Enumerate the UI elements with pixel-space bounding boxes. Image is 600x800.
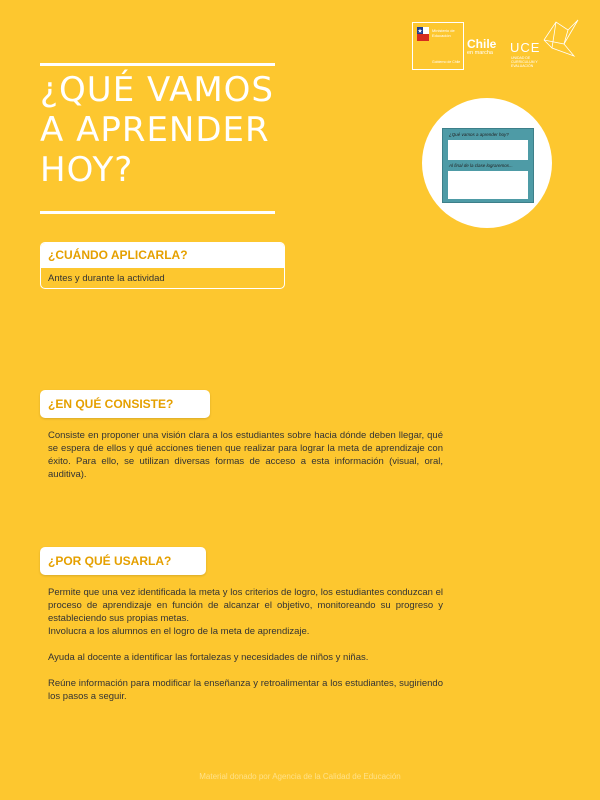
- title-top-rule: [40, 63, 275, 66]
- chile-logo-subtext: en marcha: [467, 50, 493, 56]
- footer-credit: Material donado por Agencia de la Calidad de Educación: [199, 772, 401, 781]
- cuando-aplicarla-text: Antes y durante la actividad: [48, 273, 165, 284]
- title-bottom-rule: [40, 211, 275, 214]
- usarla-paragraph-2: Involucra a los alumnos en el logro de la meta de aprendizaje.: [48, 626, 310, 637]
- usarla-paragraph-1: Permite que una vez identificada la meta y los criterios de logro, los estudiantes conduzcan el proceso de aprendizaje en función de alcanzar el objetivo, monitoreando su progreso y estableciendo sus propias metas.: [48, 587, 443, 624]
- mineduc-logo: [412, 22, 464, 70]
- uce-star-icon: [538, 18, 580, 58]
- uce-logo-subtext: UNIDAD DE CURRICULUM Y EVALUACIÓN: [511, 56, 538, 68]
- board-question-label: ¿Qué vamos a aprender hoy?: [449, 132, 509, 137]
- cuando-aplicarla-heading: ¿CUÁNDO APLICARLA?: [41, 243, 284, 268]
- mineduc-text: Ministerio de Educación: [432, 28, 455, 38]
- chile-logo-text: Chile: [467, 37, 497, 51]
- whiteboard: [442, 128, 534, 203]
- board-answer-area-1: [448, 140, 528, 160]
- board-end-label: Al final de la clase lograremos...: [449, 163, 513, 168]
- header-logos: [408, 18, 583, 73]
- en-que-consiste-text: Consiste en proponer una visión clara a los estudiantes sobre hacia dónde deben llegar, qué se espera de ellos y qué acciones tienen que realizar para lograr la meta de aprendizaje con éxito. Para ello, se utilizan diversas formas de acceso a esta información (visual, oral, auditiva).: [48, 430, 443, 480]
- usarla-paragraph-4: Reúne información para modificar la enseñanza y retroalimentar a los estudiantes, sugiriendo los pasos a seguir.: [48, 678, 443, 702]
- usarla-paragraph-3: Ayuda al docente a identificar las fortalezas y necesidades de niños y niñas.: [48, 652, 369, 663]
- page-title: ¿QUÉ VAMOS A APRENDER HOY?: [40, 70, 275, 190]
- gobierno-text: Gobierno de Chile: [432, 60, 461, 64]
- whiteboard-illustration: [422, 98, 552, 228]
- uce-logo-text: UCE: [510, 40, 541, 55]
- por-que-usarla-heading: ¿POR QUÉ USARLA?: [40, 547, 206, 575]
- cuando-aplicarla-box: [40, 242, 285, 289]
- en-que-consiste-heading: ¿EN QUÉ CONSISTE?: [40, 390, 210, 418]
- por-que-usarla-text: [48, 586, 443, 703]
- chile-flag-icon: [417, 27, 429, 41]
- board-answer-area-2: [448, 171, 528, 199]
